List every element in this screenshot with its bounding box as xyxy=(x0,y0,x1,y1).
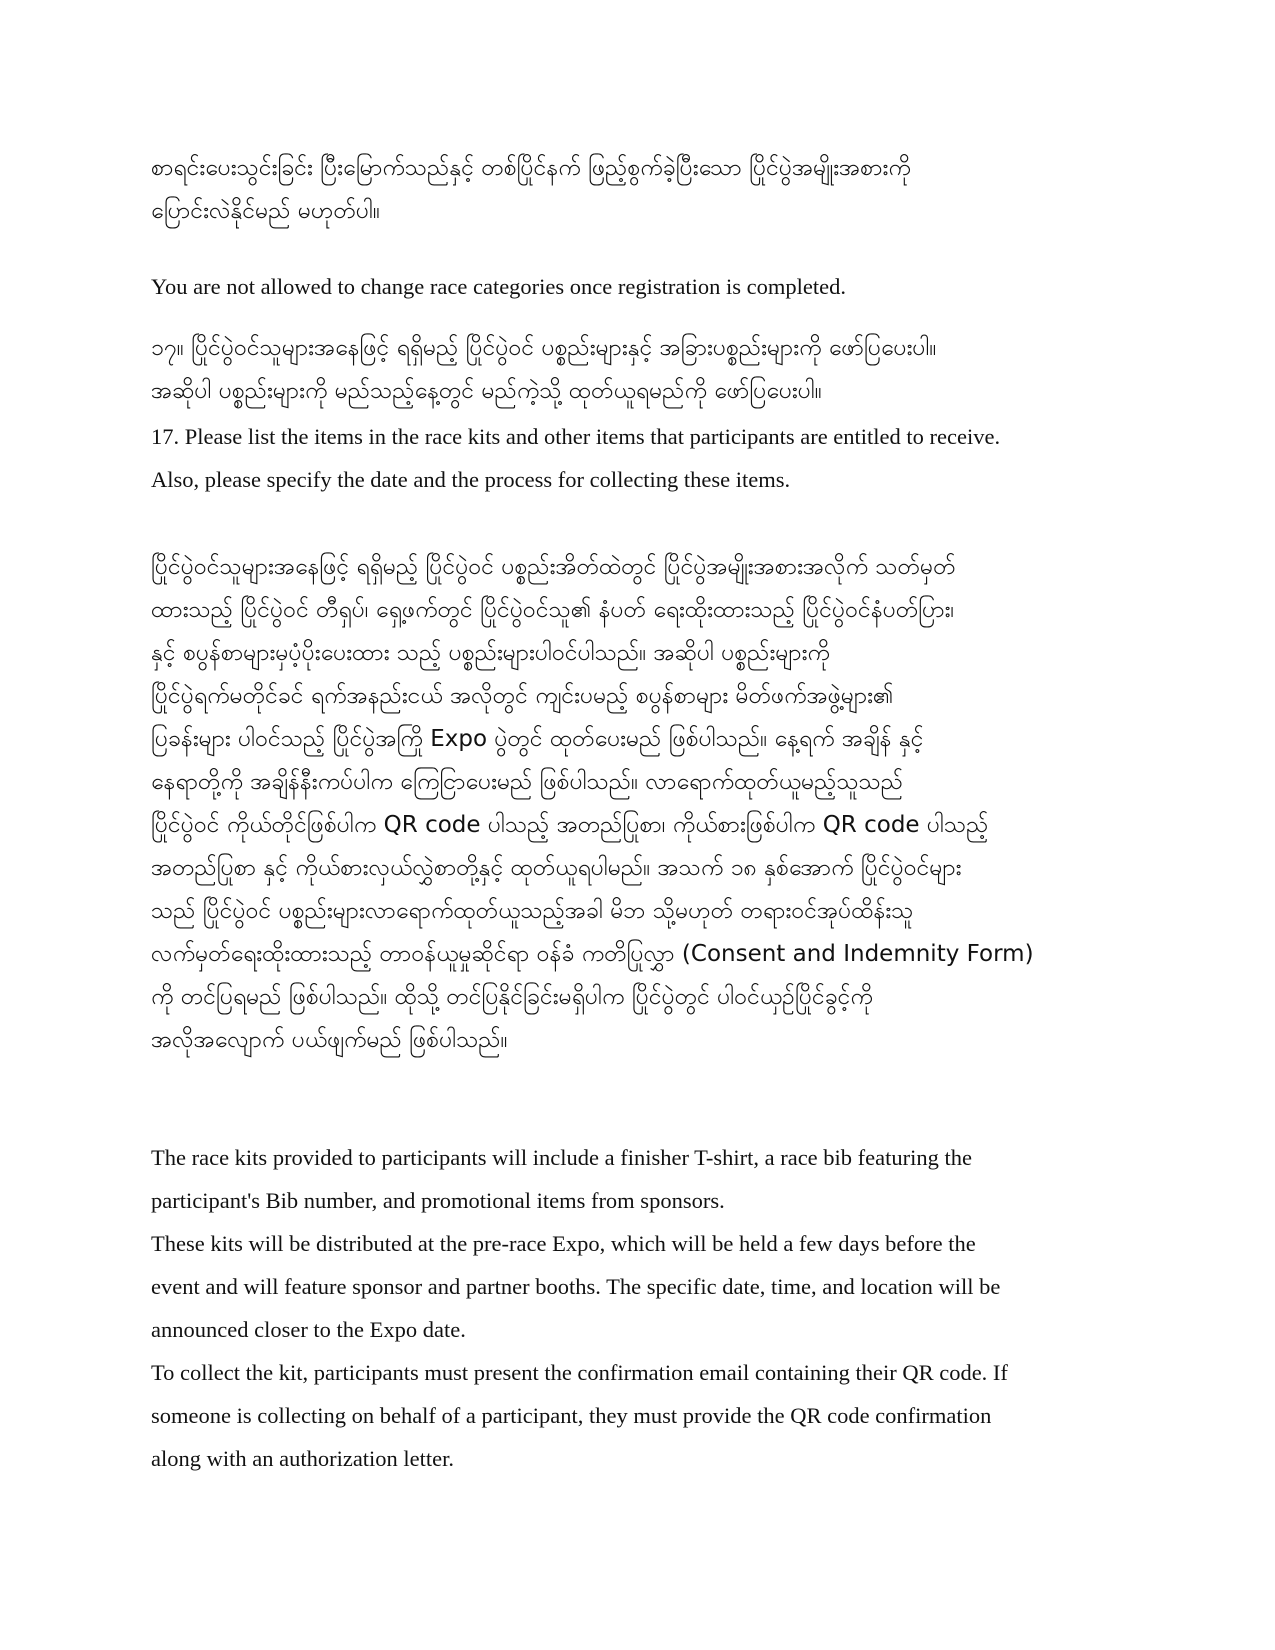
question-17-burmese xyxy=(151,327,1111,413)
text-line: participant's Bib number, and promotional items from sponsors. xyxy=(151,1188,725,1213)
text-line: ပြခန်းများ ပါဝင်သည့် ပြိုင်ပွဲအကြို Expo ပွဲတွင် ထုတ်ပေးမည် ဖြစ်ပါသည်။ နေ့ရက် အချိန် နှင့် xyxy=(151,726,924,752)
text-line: someone is collecting on behalf of a participant, they must provide the QR code confirmation xyxy=(151,1403,992,1428)
text-line: ပြိုင်ပွဲဝင်သူများအနေဖြင့် ရရှိမည့် ပြိုင်ပွဲဝင် ပစ္စည်းအိတ်ထဲတွင် ပြိုင်ပွဲအမျိုးအစားအလိုက် သတ်မှတ် xyxy=(151,554,956,580)
text-line: You are not allowed to change race categories once registration is completed. xyxy=(151,274,846,299)
category-change-notice-english xyxy=(151,265,1111,308)
text-line: သည် ပြိုင်ပွဲဝင် ပစ္စည်းများလာရောက်ထုတ်ယူသည့်အခါ မိဘ သို့မဟုတ် တရားဝင်အုပ်ထိန်းသူ xyxy=(151,898,914,924)
text-line: ၁၇။ ပြိုင်ပွဲဝင်သူများအနေဖြင့် ရရှိမည့် ပြိုင်ပွဲဝင် ပစ္စည်းများနှင့် အခြားပစ္စည်းများကို ဖော်ပြပေးပါ။ xyxy=(151,335,937,361)
race-kit-answer-english xyxy=(151,1136,1111,1480)
text-line: along with an authorization letter. xyxy=(151,1446,455,1471)
text-line: ပြိုင်ပွဲရက်မတိုင်ခင် ရက်အနည်းငယ် အလိုတွင် ကျင်းပမည့် စပွန်စာများ မိတ်ဖက်အဖွဲ့များ၏ xyxy=(151,683,894,709)
text-line: အဆိုပါ ပစ္စည်းများကို မည်သည့်နေ့တွင် မည်ကဲ့သို့ ထုတ်ယူရမည်ကို ဖော်ပြပေးပါ။ xyxy=(151,378,822,404)
text-line: 17. Please list the items in the race kits and other items that participants are entitled to receive. xyxy=(151,424,1001,449)
category-change-notice-burmese xyxy=(151,147,1111,233)
text-line: ပြိုင်ပွဲဝင် ကိုယ်တိုင်ဖြစ်ပါက QR code ပါသည့် အတည်ပြုစာ၊ ကိုယ်စားဖြစ်ပါက QR code ပါသည့် xyxy=(151,812,989,838)
text-line: ကို တင်ပြရမည် ဖြစ်ပါသည်။ ထိုသို့ တင်ပြနိုင်ခြင်းမရှိပါက ပြိုင်ပွဲတွင် ပါဝင်ယှဉ်ပြိုင်ခွင့်ကို xyxy=(151,984,873,1010)
question-17-english xyxy=(151,415,1111,501)
text-line: announced closer to the Expo date. xyxy=(151,1317,466,1342)
text-line: လက်မှတ်ရေးထိုးထားသည့် တာဝန်ယူမှုဆိုင်ရာ ဝန်ခံ ကတိပြုလွှာ (Consent and Indemnity Form) xyxy=(151,941,1034,967)
text-line: ပြောင်းလဲနိုင်မည် မဟုတ်ပါ။ xyxy=(151,198,380,224)
text-line: စာရင်းပေးသွင်းခြင်း ပြီးမြောက်သည်နှင့် တစ်ပြိုင်နက် ဖြည့်စွက်ခဲ့ပြီးသော ပြိုင်ပွဲအမျိုးအစားကို xyxy=(151,155,911,181)
text-line: ထားသည့် ပြိုင်ပွဲဝင် တီရှပ်၊ ရှေ့ဖက်တွင် ပြိုင်ပွဲဝင်သူ၏ နံပတ် ရေးထိုးထားသည့် ပြိုင်ပွဲဝင်နံပတ်ပြား၊ xyxy=(151,597,955,623)
text-line: These kits will be distributed at the pre-race Expo, which will be held a few days before the xyxy=(151,1231,976,1256)
text-line: အလိုအလျောက် ပယ်ဖျက်မည် ဖြစ်ပါသည်။ xyxy=(151,1027,508,1053)
text-line: To collect the kit, participants must present the confirmation email containing their QR code. If xyxy=(151,1360,1008,1385)
text-line: နေရာတို့ကို အချိန်နီးကပ်ပါက ကြေငြာပေးမည် ဖြစ်ပါသည်။ လာရောက်ထုတ်ယူမည့်သူသည် xyxy=(151,769,904,795)
text-line: event and will feature sponsor and partner booths. The specific date, time, and location will be xyxy=(151,1274,1001,1299)
race-kit-answer-burmese xyxy=(151,546,1111,1062)
text-line: The race kits provided to participants will include a finisher T-shirt, a race bib featuring the xyxy=(151,1145,972,1170)
text-line: အတည်ပြုစာ နှင့် ကိုယ်စားလှယ်လွှဲစာတို့နှင့် ထုတ်ယူရပါမည်။ အသက် ၁၈ နှစ်အောက် ပြိုင်ပွဲဝင်များ xyxy=(151,855,962,881)
text-line: Also, please specify the date and the process for collecting these items. xyxy=(151,467,791,492)
text-line: နှင့် စပွန်စာများမှပံ့ပိုးပေးထား သည့် ပစ္စည်းများပါဝင်ပါသည်။ အဆိုပါ ပစ္စည်းများကို xyxy=(151,640,830,666)
